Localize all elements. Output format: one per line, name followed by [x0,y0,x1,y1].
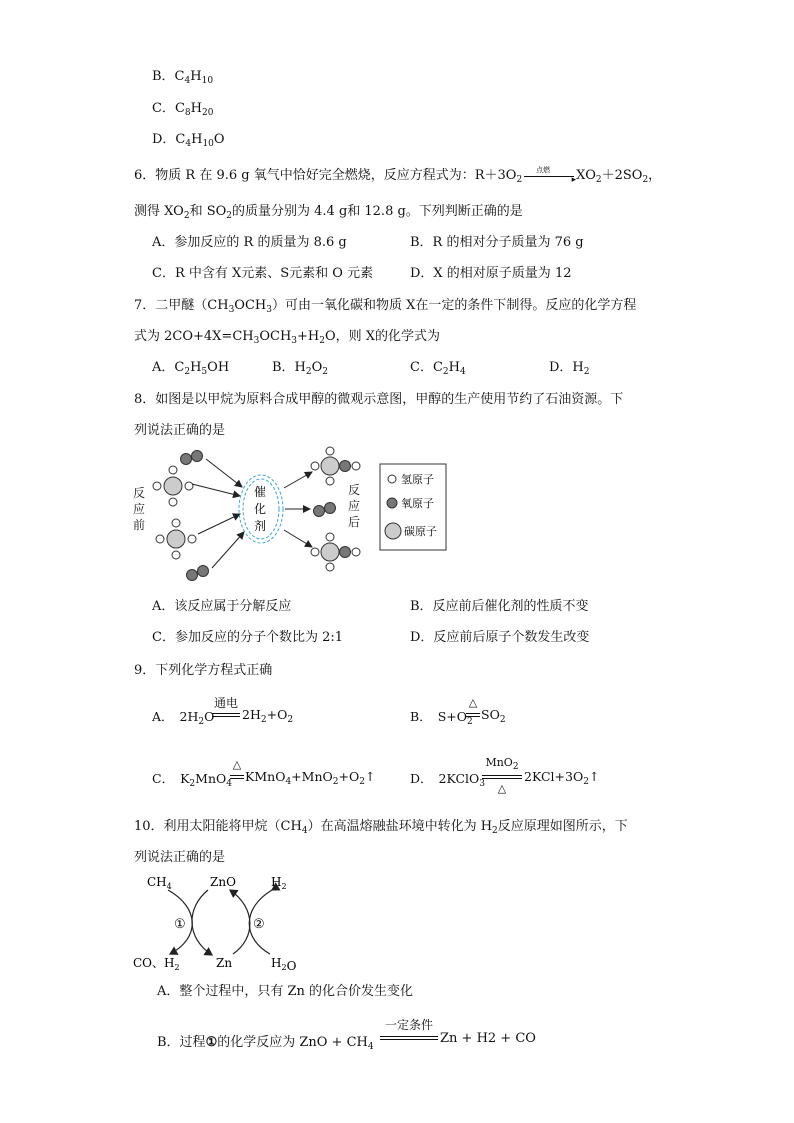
catalyst-ellipse [239,475,283,543]
q9-option-d: D． 2KClO$_3$ [410,771,486,789]
svg-text:CO、H2: CO、$H_2$ [133,956,180,972]
q9-stem: 9．下列化学方程式正确 [134,663,273,678]
svg-text:氧原子: 氧原子 [401,497,434,510]
q8-option-d: D．反应前后原子个数发生改变 [410,630,590,645]
svg-text:ZnO: ZnO [210,875,236,889]
methanol-molecule-2 [311,533,360,571]
svg-text:应: 应 [133,502,146,516]
q9-option-b: B． $S+O_2$ [410,709,473,727]
svg-text:H2O: $H_2O$ [271,956,297,973]
q10-option-a: A．整个过程中，只有 Zn 的化合价发生变化 [157,984,414,999]
q8-option-a: A．该反应属于分解反应 [152,599,292,614]
svg-text:前: 前 [133,518,146,532]
q10-stem-line1: 10．利用太阳能将甲烷$(CH_4)$在高温熔融盐环境中转化为 $H_2$反应原理如图所示，下 [134,819,628,836]
step2-left-arrow [230,890,250,954]
methane-molecule-1 [153,466,193,506]
q7-option-b: B．$H_2O_2$ [272,360,329,377]
q7-stem-line1: 7．二甲醚$(CH_3OCH_3)$可由一氧化碳和物质 X在一定的条件下制得。反应的化学方程 [134,298,637,315]
q8-option-b: B．反应前后催化剂的性质不变 [410,599,589,614]
q7-option-c: C．$C_2H_4$ [410,360,466,377]
q10-cycle-diagram [130,868,310,978]
after-label [348,483,360,529]
q10-option-b: B．过程①的化学反应为 ZnO + $CH_4$ [157,1035,374,1052]
before-label [133,486,145,532]
q9-option-c-condition: △ [232,758,242,771]
q8-molecule-diagram [130,444,460,584]
q9-option-c: C． $K_2MnO_4$ [152,771,232,789]
q6-option-a: A．参加反应的 R 的质量为 8.6 g [152,235,347,250]
q6-option-b: B．R 的相对分子质量为 76 g [410,235,584,250]
svg-text:Zn: Zn [216,956,233,970]
svg-text:H2: $H_2$ [271,875,287,891]
q6-stem-line2: 测得 $XO_2$和 $SO_2$的质量分别为 4.4 g和 12.8 g。下列判断正确的是 [134,204,523,221]
svg-text:化: 化 [254,502,267,516]
oxygen-molecule-bottom [187,566,209,581]
svg-text:应: 应 [348,499,361,513]
svg-text:剂: 剂 [254,519,267,533]
q9-option-a-condition: 通电 [213,696,238,710]
oxygen-molecule-top [181,451,203,465]
svg-text:氢原子: 氢原子 [401,473,434,486]
svg-text:后: 后 [348,515,361,529]
q7-stem-line2: 式为 $2CO+4X=CH_3OCH_3+H_2O$，则 X的化学式为 [134,329,441,346]
q9-option-a: A． $2H_2O$ [152,709,215,727]
svg-text:①: ① [174,917,186,932]
q6-stem-line1: 6．物质 R 在 9.6 g 氧气中恰好完全燃烧，反应方程式为：$R+3O_2$ 点燃 ▸ $XO_2+2SO_2$， [134,165,662,185]
q7-option-d: D．$H_2$ [549,360,590,377]
atom-legend [380,464,446,550]
q5-option-d: D．$C_4H_{10}O$ [152,132,225,149]
q9-option-b-condition: △ [468,696,478,709]
svg-text:反: 反 [133,486,146,500]
q8-stem-line1: 8．如图是以甲烷为原料合成甲醇的微观示意图，甲醇的生产使用节约了石油资源。下 [134,392,624,407]
q9-option-d-condition-top: MnO$_2$ [485,756,519,772]
input-arrows [192,459,244,568]
q5-option-c: C．$C_8H_{20}$ [152,101,214,118]
q5-option-b: B．$C_4H_{10}$ [152,69,214,86]
q9-option-d-condition-bottom: △ [497,782,507,795]
methanol-molecule-1 [311,447,360,485]
q10-option-b-condition: 一定条件 [384,1018,433,1032]
methane-molecule-2 [156,519,196,559]
svg-text:反: 反 [348,483,361,497]
q10-option-b-products: Zn + H2 + CO [440,1031,536,1046]
output-arrows [284,472,312,547]
q6-option-c: C．R 中含有 X元素、S元素和 O 元素 [152,266,374,281]
q10-stem-line2: 列说法正确的是 [134,850,226,865]
svg-text:催: 催 [254,485,267,499]
svg-text:CH4: $CH_4$ [147,875,172,891]
q8-option-c: C．参加反应的分子个数比为 2:1 [152,630,344,645]
svg-text:碳原子: 碳原子 [404,525,437,538]
q8-stem-line2: 列说法正确的是 [134,423,226,438]
q7-option-a: A．$C_2H_5OH$ [152,360,230,377]
svg-text:②: ② [253,917,265,932]
q6-option-d: D．X 的相对原子质量为 12 [410,266,572,281]
step1-right-arrow [192,890,212,955]
oxygen-molecule-output [314,503,336,517]
